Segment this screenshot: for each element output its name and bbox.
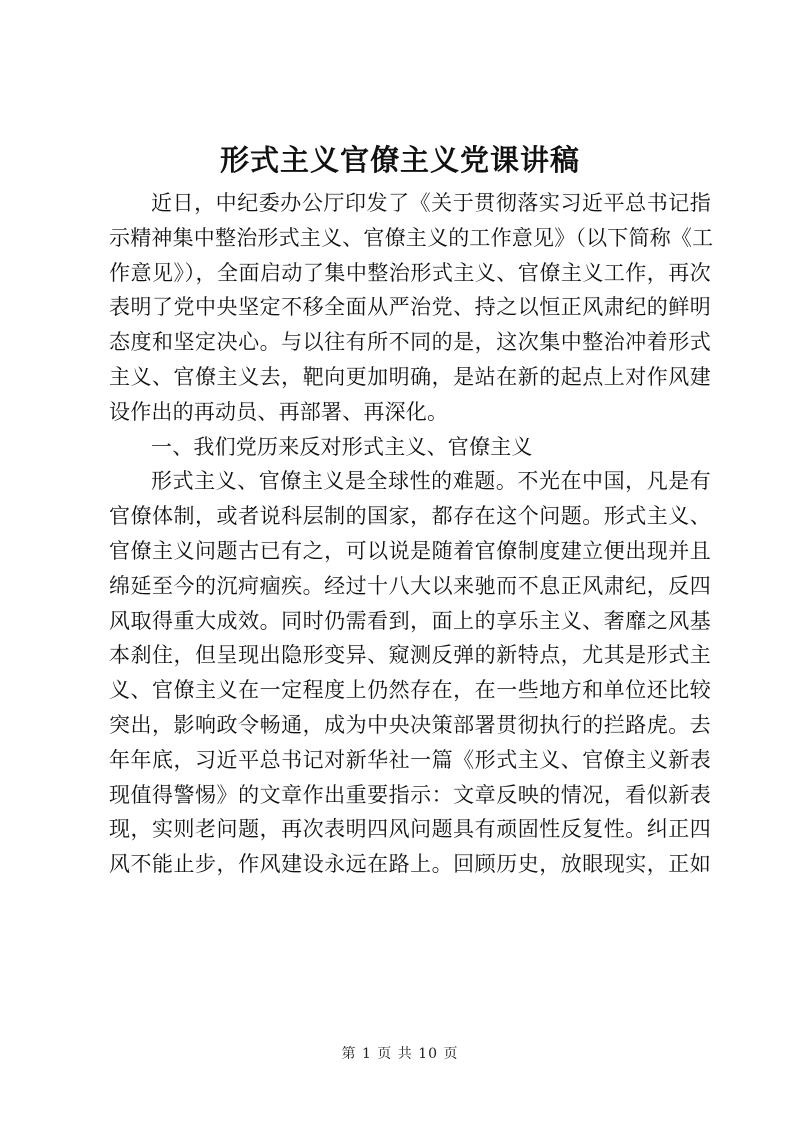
text-line: 年年底，习近平总书记对新华社一篇《形式主义、官僚主义新表 (109, 747, 711, 772)
page-footer: 第 1 页 共 10 页 (341, 1046, 459, 1062)
text-line: 绵延至今的沉疴痼疾。经过十八大以来驰而不息正风肃纪，反四 (109, 573, 711, 598)
text-line: 表明了党中央坚定不移全面从严治党、持之以恒正风肃纪的鲜明 (109, 295, 711, 320)
text-line: 作意见》），全面启动了集中整治形式主义、官僚主义工作，再次 (109, 260, 711, 285)
text-line: 义、官僚主义在一定程度上仍然存在，在一些地方和单位还比较 (109, 678, 711, 703)
document-body (109, 186, 714, 882)
text-line: 示精神集中整治形式主义、官僚主义的工作意见》（以下简称《工 (109, 225, 714, 250)
document-title: 形式主义官僚主义党课讲稿 (219, 143, 580, 177)
text-line: 本刹住，但呈现出隐形变异、窥测反弹的新特点，尤其是形式主 (109, 643, 711, 668)
text-line: 官僚主义问题古已有之，可以说是随着官僚制度建立便出现并且 (109, 538, 711, 563)
text-line: 现，实则老问题，再次表明四风问题具有顽固性反复性。纠正四 (109, 817, 711, 842)
text-line: 主义、官僚主义去，靶向更加明确，是站在新的起点上对作风建 (109, 364, 711, 389)
section-heading: 一、我们党历来反对形式主义、官僚主义 (151, 434, 533, 459)
text-line: 态度和坚定决心。与以往有所不同的是，这次集中整治冲着形式 (109, 330, 711, 355)
text-line: 突出，影响政令畅通，成为中央决策部署贯彻执行的拦路虎。去 (109, 712, 711, 737)
text-line: 风取得重大成效。同时仍需看到，面上的享乐主义、奢靡之风基 (109, 608, 711, 633)
text-line: 近日，中纪委办公厅印发了《关于贯彻落实习近平总书记指 (151, 191, 711, 215)
text-line: 风不能止步，作风建设永远在路上。回顾历史，放眼现实，正如 (109, 852, 711, 877)
text-line: 官僚体制，或者说科层制的国家，都存在这个问题。形式主义、 (109, 504, 711, 529)
text-line: 形式主义、官僚主义是全球性的难题。不光在中国，凡是有 (151, 469, 711, 494)
text-line: 现值得警惕》的文章作出重要指示：文章反映的情况，看似新表 (109, 782, 711, 807)
text-line: 设作出的再动员、再部署、再深化。 (109, 399, 449, 424)
